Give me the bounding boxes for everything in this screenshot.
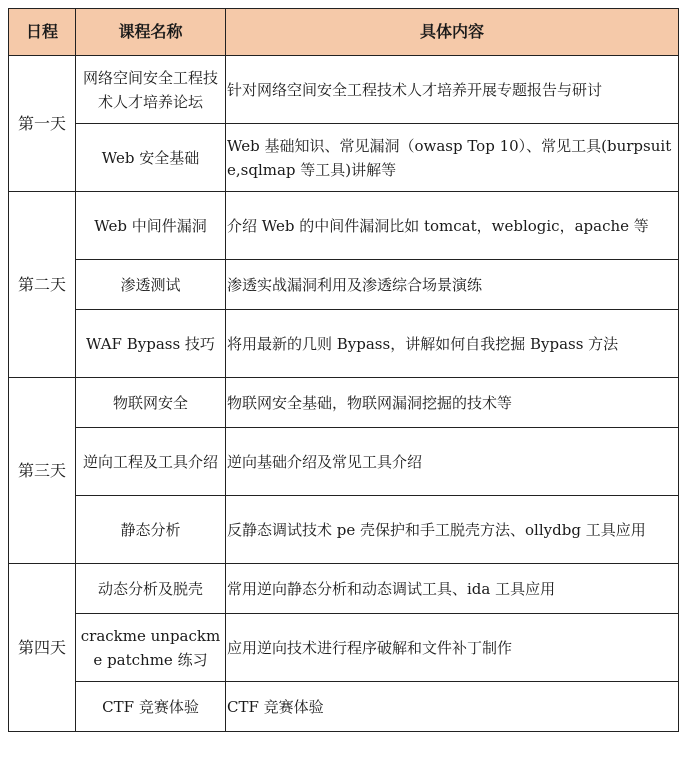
day-label: 第一天 [9,56,76,192]
table-row [9,192,679,260]
course-content: 物联网安全基础，物联网漏洞挖掘的技术等 [226,378,679,428]
day-label: 第四天 [9,564,76,732]
course-content: 逆向基础介绍及常见工具介绍 [226,428,679,496]
course-content: 将用最新的几则 Bypass，讲解如何自我挖掘 Bypass 方法 [226,310,679,378]
table-row [9,682,679,732]
course-name: 网络空间安全工程技术人才培养论坛 [76,56,226,124]
course-name: 静态分析 [76,496,226,564]
table-row [9,496,679,564]
day-label: 第二天 [9,192,76,378]
day-label: 第三天 [9,378,76,564]
course-name: 渗透测试 [76,260,226,310]
course-name: crackme unpackme patchme 练习 [76,614,226,682]
course-name: Web 安全基础 [76,124,226,192]
course-content: 常用逆向静态分析和动态调试工具、ida 工具应用 [226,564,679,614]
course-name: 物联网安全 [76,378,226,428]
header-row [9,9,679,56]
table-row [9,614,679,682]
table-row [9,564,679,614]
table-row [9,378,679,428]
course-content: 渗透实战漏洞利用及渗透综合场景演练 [226,260,679,310]
course-name: 动态分析及脱壳 [76,564,226,614]
table-row [9,124,679,192]
course-content: Web 基础知识、常见漏洞（owasp Top 10）、常见工具(burpsuite,sqlmap 等工具)讲解等 [226,124,679,192]
course-name: 逆向工程及工具介绍 [76,428,226,496]
course-content: 应用逆向技术进行程序破解和文件补丁制作 [226,614,679,682]
schedule-table [8,8,679,732]
header-course: 课程名称 [76,9,226,56]
course-content: CTF 竞赛体验 [226,682,679,732]
table-row [9,56,679,124]
table-row [9,428,679,496]
course-name: WAF Bypass 技巧 [76,310,226,378]
course-content: 介绍 Web 的中间件漏洞比如 tomcat，weblogic，apache 等 [226,192,679,260]
header-content: 具体内容 [226,9,679,56]
course-content: 针对网络空间安全工程技术人才培养开展专题报告与研讨 [226,56,679,124]
course-name: CTF 竞赛体验 [76,682,226,732]
header-day: 日程 [9,9,76,56]
table-row [9,310,679,378]
course-content: 反静态调试技术 pe 壳保护和手工脱壳方法、ollydbg 工具应用 [226,496,679,564]
course-name: Web 中间件漏洞 [76,192,226,260]
table-row [9,260,679,310]
